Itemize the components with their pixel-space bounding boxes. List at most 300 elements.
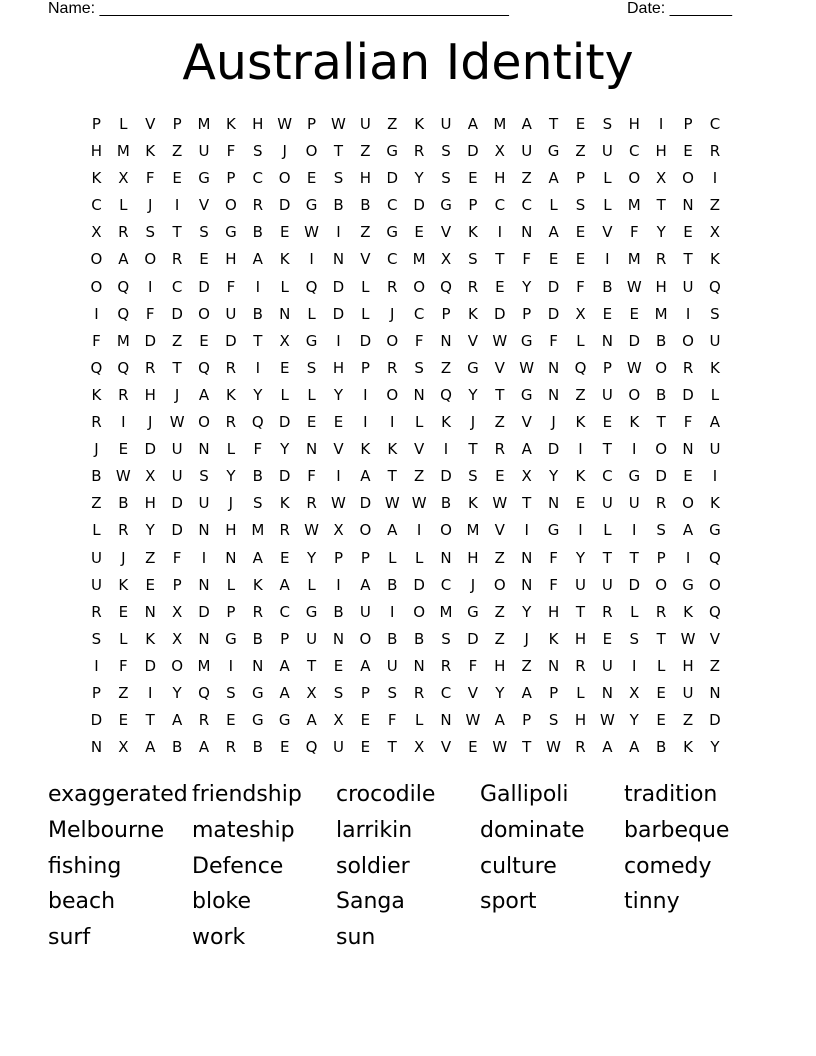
grid-letter: L [280,385,289,404]
grid-letter: X [171,602,183,621]
grid-letter: I [94,656,99,675]
grid-letter: D [359,494,372,513]
grid-letter: P [280,629,290,648]
grid-letter: R [494,440,506,459]
grid-letter: I [174,196,180,215]
grid-letter: F [629,223,639,242]
grid-letter: I [605,250,610,269]
grid-letter: L [388,548,397,567]
grid-letter: B [91,467,102,486]
grid-letter: K [467,304,478,323]
grid-letter: T [629,548,639,567]
grid-letter: Q [198,358,210,377]
grid-letter: I [336,223,341,242]
grid-letter: H [225,521,237,540]
grid-letter: W [331,115,346,133]
grid-letter: A [118,250,129,269]
grid-letter: J [121,548,126,567]
grid-letter: Q [709,277,721,296]
grid-letter: Q [440,385,452,404]
grid-letter: F [549,575,558,594]
grid-letter: S [441,169,451,188]
grid-letter: E [656,683,666,702]
grid-letter: W [680,629,696,648]
grid-letter: U [682,683,694,702]
grid-letter: A [629,738,640,757]
grid-letter: U [440,115,452,133]
grid-letter: L [603,196,612,215]
grid-letter: F [145,169,155,188]
grid-letter: J [148,196,153,215]
grid-letter: D [332,304,345,323]
grid-letter: L [361,304,370,323]
grid-letter: S [656,521,666,540]
grid-letter: S [91,629,102,648]
grid-letter: L [361,277,370,296]
grid-letter: N [440,331,452,350]
grid-letter: D [144,331,156,350]
grid-letter: I [228,656,234,675]
grid-letter: S [199,223,209,242]
grid-letter: R [91,602,102,621]
grid-letter: E [226,711,236,730]
grid-letter: I [416,521,422,540]
grid-letter: L [549,196,558,215]
grid-letter: W [411,494,427,513]
grid-letter: U [225,304,237,323]
grid-letter: J [282,142,287,161]
grid-letter: W [492,494,508,513]
grid-letter: X [91,223,102,242]
grid-letter: W [331,494,346,513]
grid-letter: I [255,358,260,377]
grid-letter: M [412,250,426,269]
grid-letter: R [387,277,398,296]
grid-letter: R [413,142,425,161]
grid-letter: U [171,440,183,459]
grid-letter: V [145,115,156,133]
page-title: Australian Identity [182,34,634,91]
grid-letter: K [252,575,263,594]
grid-letter: D [90,711,103,730]
grid-letter: B [387,629,398,648]
grid-letter: B [387,575,398,594]
word-list-item: larrikin [336,817,413,843]
grid-letter: U [628,494,640,513]
grid-letter: O [628,169,641,188]
grid-letter: R [387,358,398,377]
grid-letter: T [602,440,612,459]
grid-letter: S [710,304,720,323]
grid-letter: S [333,683,344,702]
grid-letter: E [468,169,478,188]
grid-letter: R [225,358,237,377]
grid-letter: B [360,196,371,215]
grid-letter: D [171,521,183,540]
grid-letter: F [253,440,263,459]
grid-letter: F [226,142,236,161]
worksheet-header [48,0,748,22]
grid-letter: M [251,521,265,540]
grid-letter: N [305,440,318,459]
grid-letter: D [547,440,560,459]
grid-letter: L [92,521,101,540]
grid-letter: S [575,196,586,215]
grid-letter: Q [198,683,210,702]
grid-letter: W [304,521,319,540]
grid-letter: J [470,575,476,594]
grid-letter: R [306,494,317,513]
grid-letter: N [682,196,694,215]
grid-letter: K [360,440,371,459]
grid-letter: Z [575,385,586,404]
grid-letter: K [710,250,720,269]
grid-letter: H [144,385,156,404]
grid-letter: P [360,548,370,567]
grid-letter: V [360,250,371,269]
grid-letter: Z [494,548,505,567]
word-list-item: crocodile [336,782,436,807]
grid-letter: D [682,385,694,404]
grid-letter: T [683,250,693,269]
grid-letter: O [709,575,721,594]
grid-letter: X [709,223,721,242]
grid-letter: X [413,738,425,757]
grid-letter: N [682,440,694,459]
grid-letter: T [387,738,397,757]
grid-letter: P [522,711,532,730]
grid-letter: Z [494,629,505,648]
grid-letter: T [656,629,666,648]
grid-letter: G [305,602,318,621]
grid-letter: O [655,358,668,377]
grid-letter: A [548,223,559,242]
grid-letter: S [253,494,263,513]
grid-letter: O [198,413,210,432]
grid-letter: U [601,656,613,675]
grid-letter: Q [251,413,264,432]
word-list-item: barbeque [624,817,730,843]
grid-letter: H [628,115,640,133]
grid-letter: R [467,277,479,296]
grid-letter: T [549,115,559,133]
grid-letter: O [440,521,452,540]
grid-letter: Y [522,277,532,296]
grid-letter: L [414,413,424,432]
grid-letter: V [709,629,721,648]
grid-letter: G [520,385,533,404]
grid-letter: Y [280,440,290,459]
grid-letter: K [414,115,425,133]
grid-letter: Q [574,358,587,377]
grid-letter: I [632,521,637,540]
grid-letter: G [386,223,399,242]
grid-letter: X [145,467,156,486]
grid-letter: F [549,331,558,350]
grid-letter: D [225,331,237,350]
grid-letter: O [198,304,210,323]
grid-letter: H [252,115,264,133]
grid-letter: N [144,602,156,621]
grid-letter: S [306,358,317,377]
grid-letter: I [443,440,449,459]
grid-letter: H [467,548,479,567]
grid-letter: R [145,358,156,377]
grid-letter: O [493,575,506,594]
grid-letter: A [198,385,210,404]
grid-letter: N [547,656,560,675]
grid-letter: U [521,142,533,161]
grid-letter: D [440,467,452,486]
grid-letter: H [574,711,587,730]
grid-letter: K [145,142,156,161]
grid-letter: K [467,223,478,242]
grid-letter: R [118,385,129,404]
grid-letter: E [683,223,693,242]
grid-letter: R [575,656,586,675]
grid-letter: X [279,331,290,350]
grid-letter: I [658,115,664,133]
grid-letter: O [413,277,426,296]
grid-letter: P [549,683,559,702]
grid-letter: N [332,250,345,269]
grid-letter: E [548,250,559,269]
grid-letter: P [91,683,101,702]
grid-letter: R [682,358,694,377]
grid-letter: G [305,196,318,215]
grid-letter: C [91,196,102,215]
grid-letter: V [440,738,452,757]
grid-letter: P [522,304,532,323]
grid-letter: E [575,250,586,269]
grid-letter: V [521,413,532,432]
grid-letter: N [521,575,533,594]
grid-letter: Z [682,711,694,730]
grid-letter: O [359,629,372,648]
grid-letter: F [92,331,101,350]
grid-letter: P [360,683,370,702]
grid-letter: A [709,413,721,432]
grid-letter: O [90,277,103,296]
grid-letter: A [521,440,532,459]
grid-letter: A [306,711,317,730]
grid-letter: L [119,196,128,215]
grid-letter: F [307,467,316,486]
grid-letter: E [414,223,424,242]
grid-letter: D [413,575,425,594]
grid-letter: C [387,196,398,215]
grid-letter: E [495,467,505,486]
grid-letter: T [656,413,666,432]
grid-letter: W [626,277,642,296]
grid-letter: B [252,223,263,242]
grid-letter: G [440,196,452,215]
grid-letter: E [602,304,613,323]
grid-letter: B [656,738,667,757]
grid-letter: Q [709,548,721,567]
grid-letter: Z [709,196,721,215]
grid-letter: Z [575,142,586,161]
grid-letter: T [602,548,612,567]
grid-letter: N [547,385,560,404]
grid-letter: W [492,738,508,757]
grid-letter: N [413,385,425,404]
grid-letter: O [224,196,237,215]
grid-letter: N [198,440,210,459]
grid-letter: X [118,738,129,757]
grid-letter: Y [253,385,263,404]
grid-letter: K [225,115,236,133]
grid-letter: A [467,115,479,133]
grid-letter: A [387,521,398,540]
grid-letter: X [118,169,129,188]
grid-letter: E [683,142,693,161]
grid-letter: T [522,494,532,513]
grid-letter: S [441,142,451,161]
grid-letter: R [225,738,237,757]
word-list-item: bloke [192,889,252,915]
grid-letter: C [440,683,452,702]
grid-letter: S [253,142,263,161]
grid-letter: D [198,277,210,296]
grid-letter: S [226,683,236,702]
grid-letter: U [171,467,183,486]
word-list-item: tradition [624,782,718,807]
grid-letter: R [440,656,452,675]
grid-letter: A [171,711,183,730]
grid-letter: Z [360,223,371,242]
grid-letter: W [546,738,561,757]
grid-letter: C [171,277,183,296]
grid-letter: E [683,467,693,486]
grid-letter: U [601,575,613,594]
grid-letter: W [626,358,642,377]
grid-letter: B [252,467,263,486]
grid-letter: E [602,629,613,648]
grid-letter: O [278,169,291,188]
grid-letter: X [656,169,667,188]
grid-letter: E [279,738,290,757]
grid-letter: B [118,494,129,513]
grid-letter: R [252,602,263,621]
grid-letter: F [226,277,236,296]
grid-letter: K [225,385,236,404]
grid-letter: K [683,738,693,757]
grid-letter: E [279,548,290,567]
grid-letter: D [413,196,425,215]
grid-letter: D [467,142,479,161]
grid-letter: E [333,413,344,432]
grid-letter: N [332,629,345,648]
grid-letter: L [603,169,612,188]
grid-letter: L [630,602,639,621]
grid-letter: H [655,277,667,296]
grid-letter: Y [468,385,478,404]
grid-letter: N [440,548,452,567]
grid-letter: K [279,250,290,269]
grid-letter: G [386,142,399,161]
grid-letter: U [306,629,318,648]
grid-letter: F [172,548,182,567]
word-list-item: culture [480,853,557,879]
grid-letter: L [414,711,424,730]
date-line: Date: _______ [627,0,732,17]
grid-letter: G [547,142,560,161]
grid-letter: T [172,358,182,377]
grid-letter: U [198,494,210,513]
grid-letter: I [632,440,637,459]
grid-letter: A [198,738,210,757]
grid-letter: F [145,304,155,323]
grid-letter: Z [118,683,129,702]
letter-grid [83,111,728,761]
grid-letter: E [602,413,613,432]
grid-letter: J [524,629,529,648]
grid-letter: D [547,277,560,296]
grid-letter: Q [305,277,318,296]
grid-letter: K [710,494,720,513]
word-list-item: mateship [192,817,295,843]
grid-letter: X [306,683,317,702]
grid-letter: J [228,494,234,513]
grid-letter: I [363,413,368,432]
grid-letter: C [602,467,613,486]
grid-letter: D [144,656,156,675]
grid-letter: Z [494,413,505,432]
word-list-item: soldier [336,853,410,879]
word-list-item: Gallipoli [480,782,569,807]
grid-letter: N [521,548,533,567]
grid-letter: S [441,629,451,648]
grid-letter: H [494,656,506,675]
grid-letter: Z [171,331,183,350]
grid-letter: G [520,331,533,350]
grid-letter: N [413,656,425,675]
word-list-item: friendship [192,782,302,807]
grid-letter: L [576,683,585,702]
grid-letter: E [360,738,371,757]
grid-letter: K [279,494,290,513]
grid-letter: G [251,711,264,730]
grid-letter: A [602,738,613,757]
grid-letter: X [629,683,640,702]
word-list-item: exaggerated [48,782,188,807]
grid-letter: Z [440,358,452,377]
grid-letter: P [575,169,585,188]
grid-letter: D [171,304,183,323]
grid-letter: U [359,115,371,133]
grid-letter: X [521,467,532,486]
word-list-item: comedy [624,853,712,879]
grid-letter: I [632,656,637,675]
grid-letter: B [656,331,667,350]
grid-letter: M [493,115,507,133]
grid-letter: S [468,467,478,486]
grid-letter: O [655,440,668,459]
grid-letter: U [682,277,694,296]
grid-letter: T [145,711,155,730]
grid-letter: O [386,331,399,350]
grid-letter: I [578,440,583,459]
grid-letter: K [387,440,398,459]
grid-letter: D [171,494,183,513]
grid-letter: P [172,575,182,594]
grid-letter: T [172,223,182,242]
grid-letter: S [387,683,397,702]
grid-letter: I [94,304,99,323]
grid-letter: B [413,629,425,648]
grid-letter: G [467,602,479,621]
